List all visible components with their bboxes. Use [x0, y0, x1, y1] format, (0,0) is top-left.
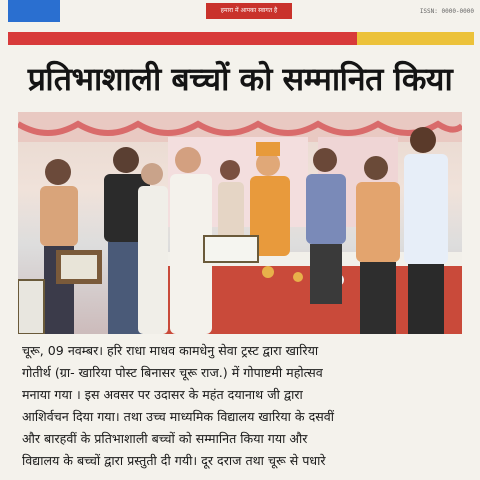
article-headline: प्रतिभाशाली बच्चों को सम्मानित किया — [27, 60, 453, 98]
section-color-bar — [8, 32, 474, 45]
body-line: आशिर्वचन दिया गया। तथा उच्च माध्यमिक विद्यालय खारिया के दसवीं — [22, 409, 335, 424]
article-body — [22, 340, 464, 472]
issn-label: ISSN: 0000-0000 — [419, 8, 474, 15]
color-bar-yellow — [357, 32, 474, 45]
masthead — [0, 0, 480, 28]
body-line: और बारहवीं के प्रतिभाशाली बच्चों को सम्मानित किया गया और — [22, 431, 308, 446]
body-line: मनाया गया । इस अवसर पर उदासर के महंत दयानाथ जी द्वारा — [22, 387, 303, 402]
ceremony-photo-illustration — [18, 112, 462, 334]
masthead-banner: हमारा में आपका स्वागत है — [206, 3, 292, 19]
article-photo — [18, 112, 462, 334]
newspaper-logo-block — [8, 0, 60, 22]
body-line: विद्यालय के बच्चों द्वारा प्रस्तुती दी गयी। दूर दराज तथा चूरू से पधारे — [22, 453, 326, 468]
body-line: चूरू, 09 नवम्बर। हरि राधा माधव कामधेनु सेवा ट्रस्ट द्वारा खारिया — [22, 343, 319, 358]
body-line: गोतीर्थ (ग्रा- खारिया पोस्ट बिनासर चूरू राज.) में गोपाष्टमी महोत्सव — [22, 365, 323, 380]
color-bar-red — [8, 32, 357, 45]
